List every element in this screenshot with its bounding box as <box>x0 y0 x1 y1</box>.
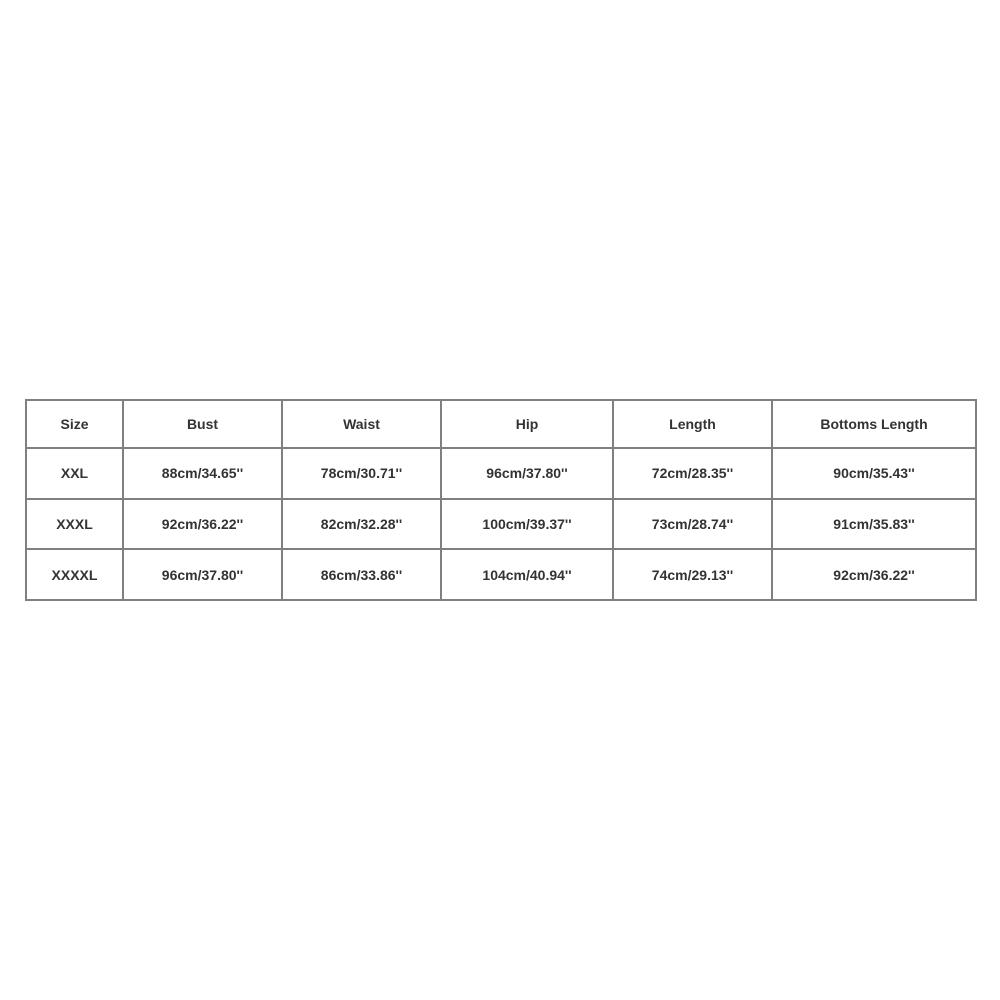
header-hip: Hip <box>441 400 613 448</box>
cell-waist: 86cm/33.86'' <box>282 549 441 600</box>
table-row <box>26 549 976 600</box>
cell-length: 73cm/28.74'' <box>613 499 772 550</box>
cell-waist: 78cm/30.71'' <box>282 448 441 499</box>
header-bust: Bust <box>123 400 282 448</box>
cell-size: XXXXL <box>26 549 123 600</box>
cell-waist: 82cm/32.28'' <box>282 499 441 550</box>
cell-length: 74cm/29.13'' <box>613 549 772 600</box>
table-row <box>26 499 976 550</box>
cell-bust: 96cm/37.80'' <box>123 549 282 600</box>
cell-size: XXXL <box>26 499 123 550</box>
cell-bust: 92cm/36.22'' <box>123 499 282 550</box>
cell-bottoms-length: 91cm/35.83'' <box>772 499 976 550</box>
cell-bottoms-length: 92cm/36.22'' <box>772 549 976 600</box>
header-bottoms-length: Bottoms Length <box>772 400 976 448</box>
header-length: Length <box>613 400 772 448</box>
header-waist: Waist <box>282 400 441 448</box>
cell-bottoms-length: 90cm/35.43'' <box>772 448 976 499</box>
cell-bust: 88cm/34.65'' <box>123 448 282 499</box>
table-row <box>26 448 976 499</box>
header-size: Size <box>26 400 123 448</box>
cell-size: XXL <box>26 448 123 499</box>
cell-hip: 96cm/37.80'' <box>441 448 613 499</box>
size-chart-table <box>25 399 977 601</box>
table-header-row <box>26 400 976 448</box>
cell-hip: 104cm/40.94'' <box>441 549 613 600</box>
cell-hip: 100cm/39.37'' <box>441 499 613 550</box>
cell-length: 72cm/28.35'' <box>613 448 772 499</box>
